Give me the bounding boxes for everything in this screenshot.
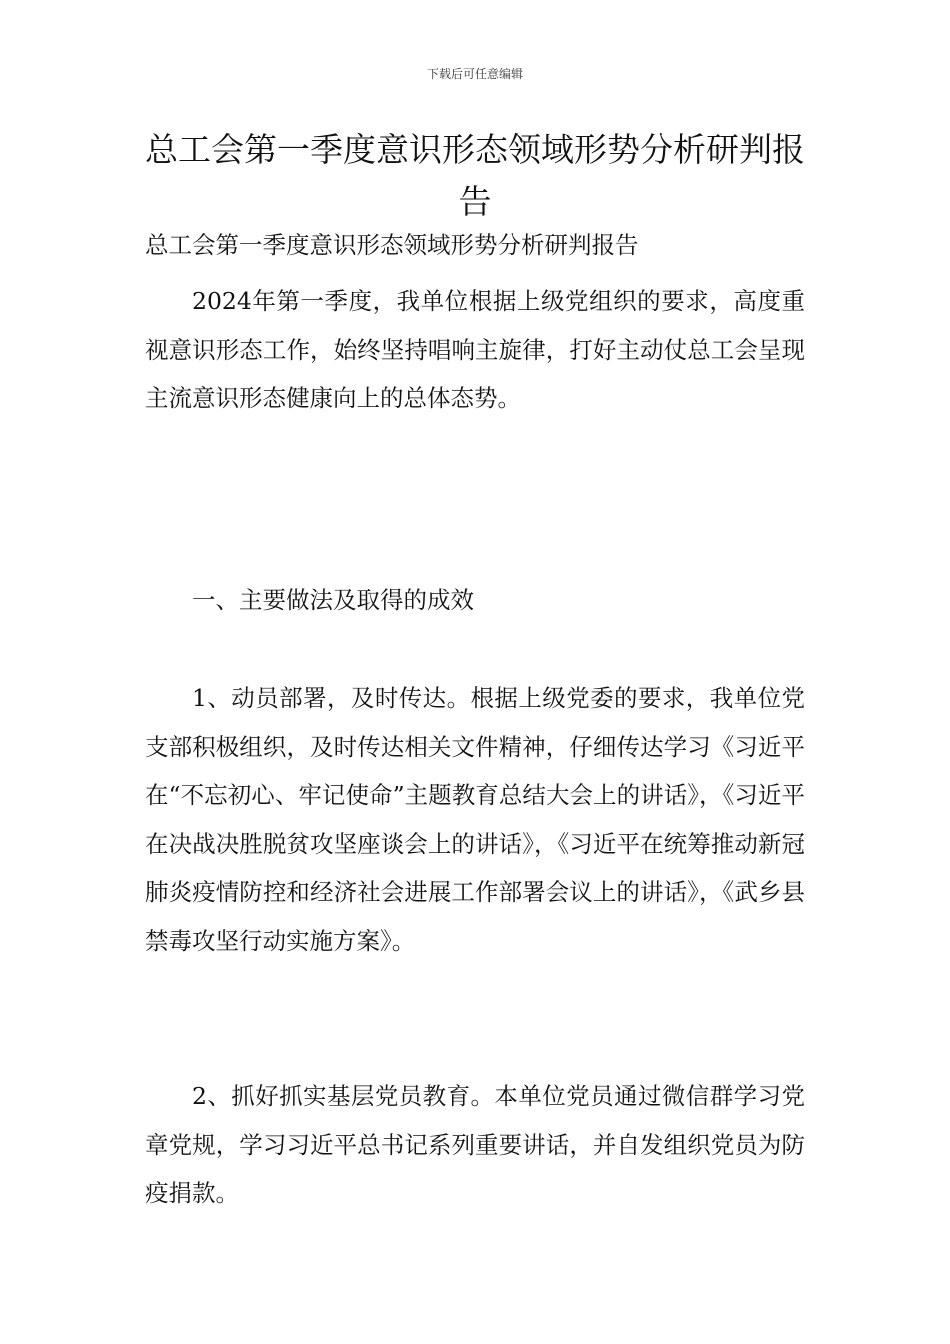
- paragraph-2: 2、抓好抓实基层党员教育。本单位党员通过微信群学习党章党规，学习习近平总书记系列重要讲话，并自发组织党员为防疫捐款。: [145, 1082, 805, 1207]
- section-heading: 一、主要做法及取得的成效: [192, 586, 474, 614]
- subtitle-line: 总工会第一季度意识形态领域形势分析研判报告: [145, 231, 639, 259]
- document-title: 总工会第一季度意识形态领域形势分析研判报告: [145, 130, 805, 221]
- header-note: 下载后可任意编辑: [426, 67, 523, 81]
- paragraph-1: 1、动员部署，及时传达。根据上级党委的要求，我单位党支部积极组织，及时传达相关文件精神，仔细传达学习《习近平在“不忘初心、牢记使命”主题教育总结大会上的讲话》，《习近平在决战决胜脱贫攻坚座谈会上的讲话》，《习近平在统筹推动新冠肺炎疫情防控和经济社会进展工作部署会议上的讲话》，《武乡县禁毒攻坚行动实施方案》。: [145, 684, 805, 955]
- intro-paragraph: 2024年第一季度，我单位根据上级党组织的要求，高度重视意识形态工作，始终坚持唱响主旋律，打好主动仗总工会呈现主流意识形态健康向上的总体态势。: [145, 287, 805, 412]
